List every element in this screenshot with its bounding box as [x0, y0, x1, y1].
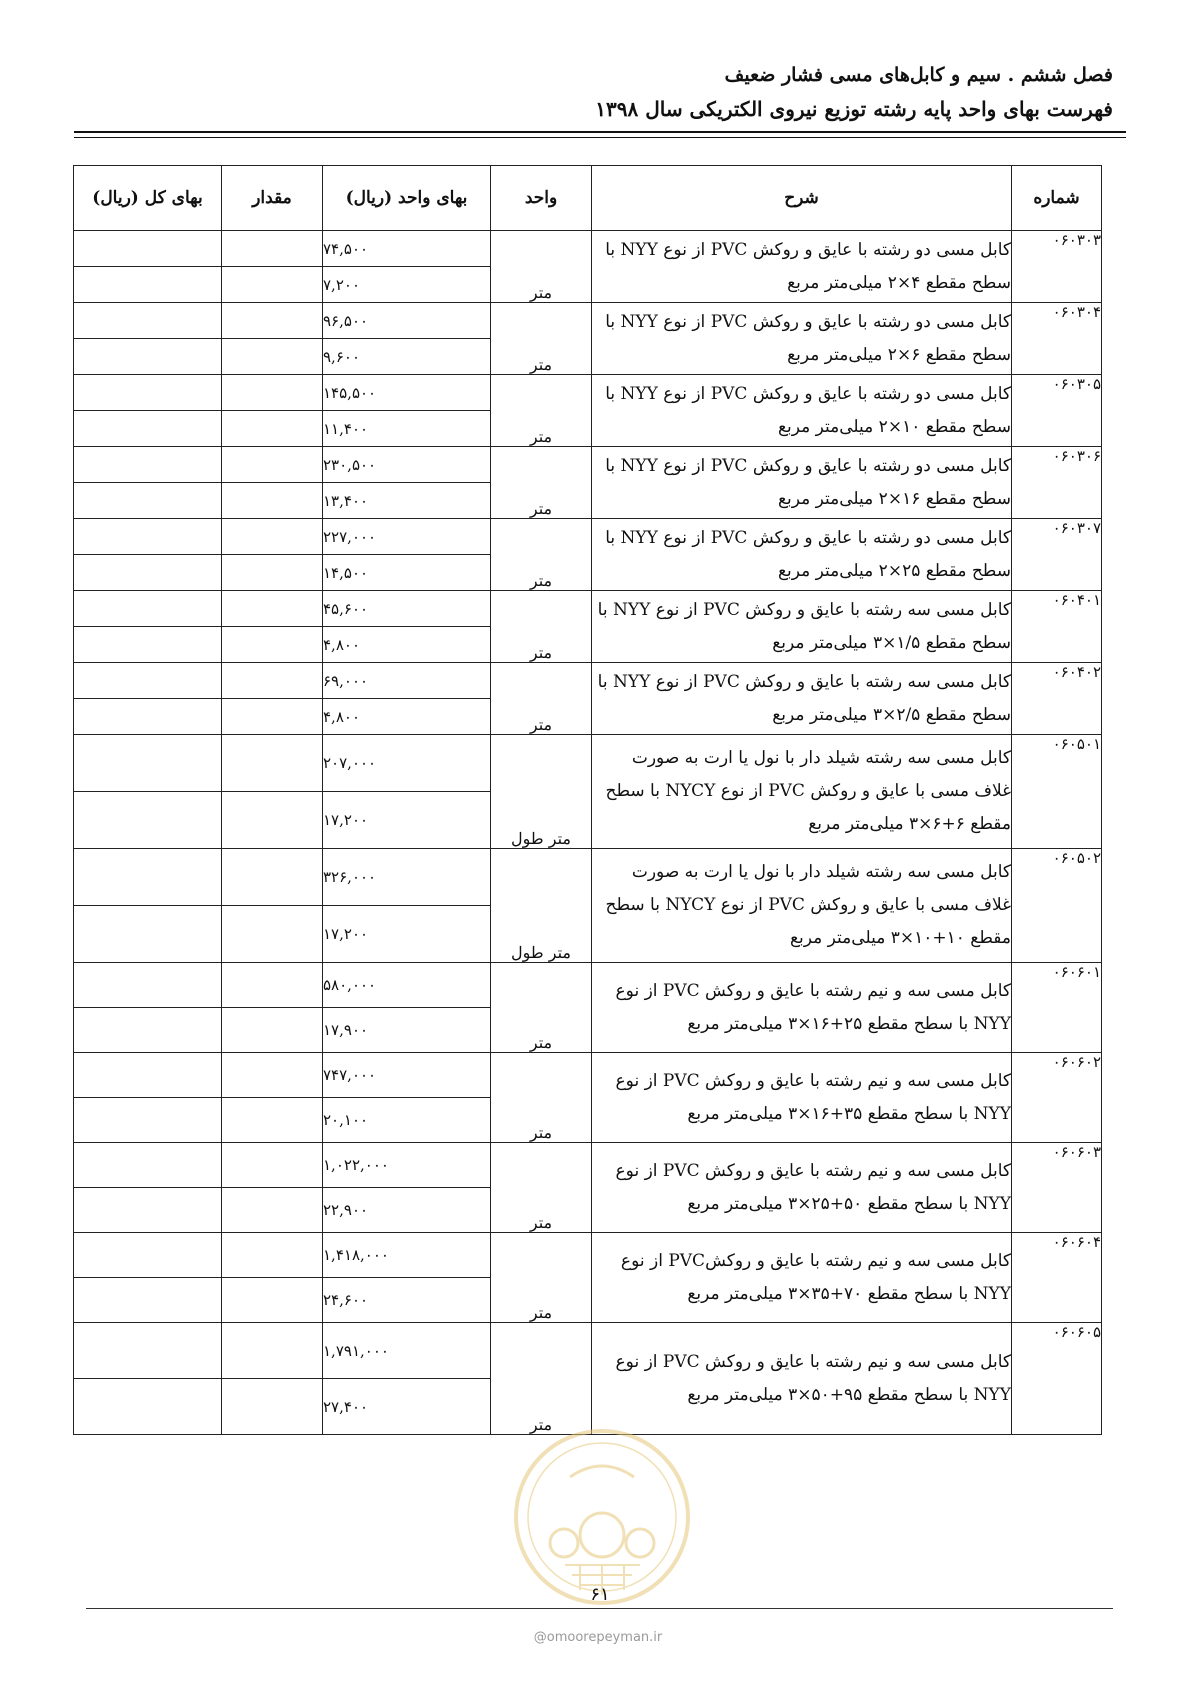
item-number: ۰۶۰۳۰۳ — [1012, 231, 1102, 303]
table-row — [74, 447, 1102, 483]
item-unit: متر — [491, 663, 592, 735]
item-description: کابل مسی دو رشته با عایق و روکش PVC از نوع NYY با سطح مقطع ۴×۲ میلی‌متر مربع — [592, 231, 1012, 303]
item-unit: متر — [491, 447, 592, 519]
column-header-unit-price: بهای واحد (ریال) — [323, 166, 491, 231]
table-row — [74, 231, 1102, 267]
item-description: کابل مسی دو رشته با عایق و روکش PVC از نوع NYY با سطح مقطع ۱۰×۲ میلی‌متر مربع — [592, 375, 1012, 447]
total-price-cell — [74, 267, 222, 303]
column-header-description: شرح — [592, 166, 1012, 231]
item-unit: متر — [491, 1053, 592, 1143]
table-row — [74, 519, 1102, 555]
table-row — [74, 849, 1102, 906]
unit-price-secondary: ۲۰,۱۰۰ — [323, 1098, 491, 1143]
item-number: ۰۶۰۴۰۲ — [1012, 663, 1102, 735]
quantity-cell — [222, 627, 323, 663]
item-number: ۰۶۰۶۰۲ — [1012, 1053, 1102, 1143]
item-unit: متر — [491, 519, 592, 591]
quantity-cell — [222, 483, 323, 519]
quantity-cell — [222, 591, 323, 627]
page-header — [63, 58, 1113, 126]
quantity-cell — [222, 1278, 323, 1323]
quantity-cell — [222, 1323, 323, 1379]
column-header-number: شماره — [1012, 166, 1102, 231]
unit-price-secondary: ۱۴,۵۰۰ — [323, 555, 491, 591]
quantity-cell — [222, 963, 323, 1008]
quantity-cell — [222, 849, 323, 906]
total-price-cell — [74, 375, 222, 411]
item-unit: متر — [491, 375, 592, 447]
website-label: @omoorepeyman.ir — [533, 1630, 663, 1645]
item-number: ۰۶۰۳۰۷ — [1012, 519, 1102, 591]
total-price-cell — [74, 519, 222, 555]
item-unit: متر طول — [491, 849, 592, 963]
unit-price-secondary: ۱۷,۹۰۰ — [323, 1008, 491, 1053]
unit-price-primary: ۲۲۷,۰۰۰ — [323, 519, 491, 555]
unit-price-secondary: ۲۷,۴۰۰ — [323, 1379, 491, 1435]
column-header-quantity: مقدار — [222, 166, 323, 231]
table-row — [74, 375, 1102, 411]
table-row — [74, 1143, 1102, 1188]
table-row — [74, 1053, 1102, 1098]
quantity-cell — [222, 1098, 323, 1143]
quantity-cell — [222, 447, 323, 483]
quantity-cell — [222, 519, 323, 555]
quantity-cell — [222, 1233, 323, 1278]
quantity-cell — [222, 735, 323, 792]
item-description: کابل مسی سه رشته با عایق و روکش PVC از نوع NYY با سطح مقطع ۲/۵×۳ میلی‌متر مربع — [592, 663, 1012, 735]
quantity-cell — [222, 339, 323, 375]
chapter-title: فصل ششم . سیم و کابل‌های مسی فشار ضعیف — [724, 64, 1113, 86]
total-price-cell — [74, 591, 222, 627]
item-unit: متر — [491, 1143, 592, 1233]
total-price-cell — [74, 231, 222, 267]
item-unit: متر طول — [491, 735, 592, 849]
item-number: ۰۶۰۶۰۴ — [1012, 1233, 1102, 1323]
total-price-cell — [74, 1008, 222, 1053]
unit-price-secondary: ۹,۶۰۰ — [323, 339, 491, 375]
total-price-cell — [74, 663, 222, 699]
quantity-cell — [222, 375, 323, 411]
total-price-cell — [74, 1098, 222, 1143]
unit-price-secondary: ۱۳,۴۰۰ — [323, 483, 491, 519]
column-header-total-price: بهای کل (ریال) — [74, 166, 222, 231]
unit-price-secondary: ۱۷,۲۰۰ — [323, 792, 491, 849]
total-price-cell — [74, 906, 222, 963]
total-price-cell — [74, 1143, 222, 1188]
quantity-cell — [222, 1379, 323, 1435]
item-description: کابل مسی دو رشته با عایق و روکش PVC از نوع NYY با سطح مقطع ۲۵×۲ میلی‌متر مربع — [592, 519, 1012, 591]
quantity-cell — [222, 1143, 323, 1188]
item-description: کابل مسی سه و نیم رشته با عایق و روکش PVC از نوع NYY با سطح مقطع ۲۵+۱۶×۳ میلی‌متر مربع — [592, 963, 1012, 1053]
item-description: کابل مسی دو رشته با عایق و روکش PVC از نوع NYY با سطح مقطع ۱۶×۲ میلی‌متر مربع — [592, 447, 1012, 519]
total-price-cell — [74, 699, 222, 735]
item-number: ۰۶۰۵۰۱ — [1012, 735, 1102, 849]
unit-price-primary: ۱,۴۱۸,۰۰۰ — [323, 1233, 491, 1278]
unit-price-secondary: ۴,۸۰۰ — [323, 699, 491, 735]
item-unit: متر — [491, 303, 592, 375]
item-description: کابل مسی سه و نیم رشته با عایق و روکش PVC از نوع NYY با سطح مقطع ۵۰+۲۵×۳ میلی‌متر مربع — [592, 1143, 1012, 1233]
unit-price-secondary: ۱۱,۴۰۰ — [323, 411, 491, 447]
quantity-cell — [222, 555, 323, 591]
item-unit: متر — [491, 1323, 592, 1435]
column-header-unit: واحد — [491, 166, 592, 231]
total-price-cell — [74, 792, 222, 849]
quantity-cell — [222, 1053, 323, 1098]
item-number: ۰۶۰۳۰۶ — [1012, 447, 1102, 519]
page-number: ۶۱ — [590, 1584, 610, 1605]
item-unit: متر — [491, 231, 592, 303]
quantity-cell — [222, 267, 323, 303]
quantity-cell — [222, 792, 323, 849]
total-price-cell — [74, 1323, 222, 1379]
table-row — [74, 1233, 1102, 1278]
quantity-cell — [222, 411, 323, 447]
table-row — [74, 591, 1102, 627]
total-price-cell — [74, 849, 222, 906]
unit-price-secondary: ۲۲,۹۰۰ — [323, 1188, 491, 1233]
total-price-cell — [74, 963, 222, 1008]
item-unit: متر — [491, 963, 592, 1053]
price-table — [73, 165, 1102, 1435]
total-price-cell — [74, 447, 222, 483]
footer-rule — [86, 1608, 1113, 1609]
total-price-cell — [74, 627, 222, 663]
total-price-cell — [74, 1379, 222, 1435]
unit-price-primary: ۵۸۰,۰۰۰ — [323, 963, 491, 1008]
unit-price-secondary: ۱۷,۲۰۰ — [323, 906, 491, 963]
unit-price-secondary: ۷,۲۰۰ — [323, 267, 491, 303]
item-description: کابل مسی سه رشته با عایق و روکش PVC از نوع NYY با سطح مقطع ۱/۵×۳ میلی‌متر مربع — [592, 591, 1012, 663]
item-description: کابل مسی سه رشته شیلد دار با نول یا ارت به صورت غلاف مسی با عایق و روکش PVC از نوع NYCY با سطح مقطع ۶+۶×۳ میلی‌متر مربع — [592, 735, 1012, 849]
seal-watermark — [510, 1425, 695, 1610]
unit-price-primary: ۷۴,۵۰۰ — [323, 231, 491, 267]
table-row — [74, 735, 1102, 792]
item-number: ۰۶۰۶۰۱ — [1012, 963, 1102, 1053]
total-price-cell — [74, 483, 222, 519]
total-price-cell — [74, 411, 222, 447]
unit-price-primary: ۱۴۵,۵۰۰ — [323, 375, 491, 411]
item-number: ۰۶۰۶۰۳ — [1012, 1143, 1102, 1233]
unit-price-primary: ۲۰۷,۰۰۰ — [323, 735, 491, 792]
item-description: کابل مسی سه و نیم رشته با عایق و روکشPVC از نوع NYY با سطح مقطع ۷۰+۳۵×۳ میلی‌متر مربع — [592, 1233, 1012, 1323]
unit-price-secondary: ۴,۸۰۰ — [323, 627, 491, 663]
item-description: کابل مسی سه و نیم رشته با عایق و روکش PVC از نوع NYY با سطح مقطع ۳۵+۱۶×۳ میلی‌متر مربع — [592, 1053, 1012, 1143]
unit-price-primary: ۲۳۰,۵۰۰ — [323, 447, 491, 483]
table-row — [74, 303, 1102, 339]
total-price-cell — [74, 1233, 222, 1278]
total-price-cell — [74, 1053, 222, 1098]
unit-price-primary: ۱,۰۲۲,۰۰۰ — [323, 1143, 491, 1188]
quantity-cell — [222, 663, 323, 699]
total-price-cell — [74, 1278, 222, 1323]
header-rule-thin — [74, 137, 1126, 138]
price-list-title: فهرست بهای واحد پایه رشته توزیع نیروی الکتریکی سال ۱۳۹۸ — [595, 97, 1113, 121]
item-number: ۰۶۰۴۰۱ — [1012, 591, 1102, 663]
item-number: ۰۶۰۵۰۲ — [1012, 849, 1102, 963]
total-price-cell — [74, 555, 222, 591]
unit-price-primary: ۳۲۶,۰۰۰ — [323, 849, 491, 906]
item-description: کابل مسی سه و نیم رشته با عایق و روکش PVC از نوع NYY با سطح مقطع ۹۵+۵۰×۳ میلی‌متر مربع — [592, 1323, 1012, 1435]
total-price-cell — [74, 1188, 222, 1233]
quantity-cell — [222, 699, 323, 735]
item-description: کابل مسی سه رشته شیلد دار با نول یا ارت به صورت غلاف مسی با عایق و روکش PVC از نوع NYCY با سطح مقطع ۱۰+۱۰×۳ میلی‌متر مربع — [592, 849, 1012, 963]
header-rule-thick — [74, 131, 1126, 133]
total-price-cell — [74, 303, 222, 339]
item-number: ۰۶۰۳۰۵ — [1012, 375, 1102, 447]
table-row — [74, 1323, 1102, 1379]
unit-price-primary: ۷۴۷,۰۰۰ — [323, 1053, 491, 1098]
item-number: ۰۶۰۳۰۴ — [1012, 303, 1102, 375]
unit-price-primary: ۹۶,۵۰۰ — [323, 303, 491, 339]
item-number: ۰۶۰۶۰۵ — [1012, 1323, 1102, 1435]
quantity-cell — [222, 1188, 323, 1233]
item-unit: متر — [491, 1233, 592, 1323]
table-header-row — [74, 166, 1102, 231]
quantity-cell — [222, 1008, 323, 1053]
table-body — [74, 231, 1102, 1435]
table-row — [74, 663, 1102, 699]
total-price-cell — [74, 339, 222, 375]
quantity-cell — [222, 906, 323, 963]
unit-price-secondary: ۲۴,۶۰۰ — [323, 1278, 491, 1323]
item-unit: متر — [491, 591, 592, 663]
item-description: کابل مسی دو رشته با عایق و روکش PVC از نوع NYY با سطح مقطع ۶×۲ میلی‌متر مربع — [592, 303, 1012, 375]
unit-price-primary: ۴۵,۶۰۰ — [323, 591, 491, 627]
total-price-cell — [74, 735, 222, 792]
unit-price-primary: ۶۹,۰۰۰ — [323, 663, 491, 699]
unit-price-primary: ۱,۷۹۱,۰۰۰ — [323, 1323, 491, 1379]
table-row — [74, 963, 1102, 1008]
quantity-cell — [222, 231, 323, 267]
quantity-cell — [222, 303, 323, 339]
